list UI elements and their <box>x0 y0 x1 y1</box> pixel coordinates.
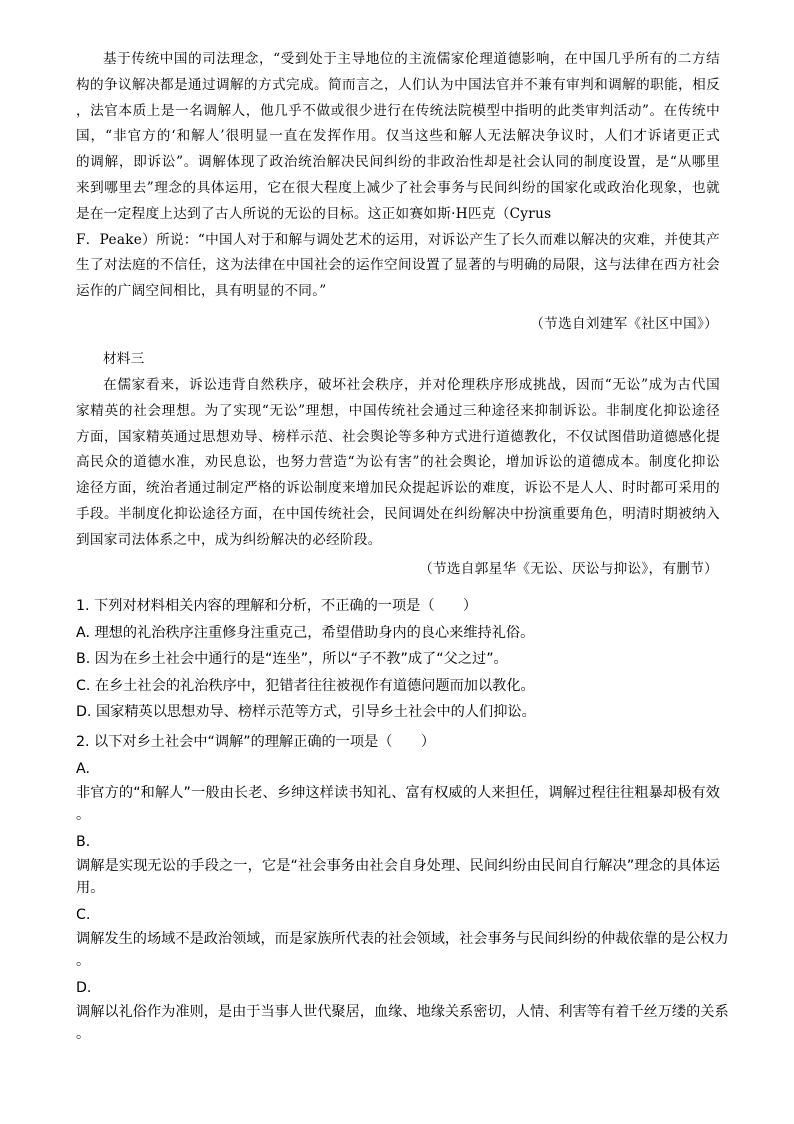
question-one <box>76 593 720 726</box>
passage-two-source: （节选自郭星华《无讼、厌讼与抑讼》，有删节） <box>419 560 718 577</box>
passage-two-line: 手段。半制度化抑讼途径方面，在中国传统社会，民间调处在纠纷解决中扮演重要角色，明清时期被纳入 <box>76 505 720 522</box>
option-letter: C. <box>76 906 91 923</box>
passage-one-line: 国，“非官方的‘和解人’很明显一直在发挥作用。仅当这些和解人无法解决争议时，人们才诉诸更正式 <box>76 128 720 145</box>
question-one-option-d[interactable]: D. 国家精英以思想劝导、榜样示范等方式，引导乡土社会中的人们抑讼。 <box>76 704 536 720</box>
passage-one-line: 基于传统中国的司法理念，“受到处于主导地位的主流儒家伦理道德影响，在中国几乎所有的二方结 <box>103 51 720 67</box>
option-text: 调解以礼俗作为准则，是由于当事人世代聚居，血缘、地缘关系密切，人情、利害等有着千丝万缕的关系 <box>76 1004 729 1020</box>
question-two <box>76 729 729 1048</box>
option-text-tail: 。 <box>76 1026 91 1042</box>
question-one-option-b[interactable]: B. 因为在乡土社会中通行的是“连坐”，所以“子不教”成了“父之过”。 <box>76 651 508 667</box>
question-two-option-a[interactable] <box>76 756 720 829</box>
passage-one-line: 生了对法庭的不信任，这为法律在中国社会的运作空间设置了显著的与明确的局限，这与法律在西方社会 <box>76 257 720 274</box>
passage-one-source: （节选自刘建军《社区中国》） <box>530 315 718 332</box>
passage-two-line: 家精英的社会理想。为了实现“无讼”理想，中国传统社会通过三种途径来抑制诉讼。非制度化抑讼途径 <box>76 402 720 419</box>
passage-one-line: ，法官本质上是一名调解人，他几乎不做或很少进行在传统法院模型中指明的此类审判活动”。在传统中 <box>76 102 720 119</box>
option-text-tail: 用。 <box>76 880 105 896</box>
passage-one-line: F．Peake）所说：“中国人对于和解与调处艺术的运用，对诉讼产生了长久而难以解决的灾难，并使其产 <box>76 231 720 248</box>
passage-two-line: 在儒家看来，诉讼违背自然秩序，破坏社会秩序，并对伦理秩序形成挑战，因而“无讼”成为古代国 <box>103 377 720 393</box>
option-letter: A. <box>76 760 90 777</box>
passage-two-line: 到国家司法体系之中，成为纠纷解决的必经阶段。 <box>76 531 382 548</box>
passage-two-line: 途径方面，统治者通过制定严格的诉讼制度来增加民众提起诉讼的难度，诉讼不是人人、时时都可采用的 <box>76 480 720 497</box>
passage-one-line: 构的争议解决都是通过调解的方式完成。简而言之，人们认为中国法官并不兼有审判和调解的职能，相反 <box>76 76 720 93</box>
question-one-option-c[interactable]: C. 在乡土社会的礼治秩序中，犯错者往往被视作有道德问题而加以教化。 <box>76 677 535 694</box>
question-two-option-c[interactable] <box>76 902 729 975</box>
passage-two-line: 方面，国家精英通过思想劝导、榜样示范、社会舆论等多种方式进行道德教化，不仅试图借助道德感化提 <box>76 428 720 445</box>
passage-one-line: 是在一定程度上达到了古人所说的无讼的目标。这正如赛如斯·H匹克（Cyrus <box>76 205 552 222</box>
question-two-stem: 2. 以下对乡土社会中“调解”的理解正确的一项是（ ） <box>76 734 436 750</box>
passage-one-line: 的调解，即诉讼”。调解体现了政治统治解决民间纠纷的非政治性却是社会认同的制度设置，是“从哪里 <box>76 154 720 171</box>
question-one-stem: 1. 下列对材料相关内容的理解和分析，不正确的一项是（ ） <box>76 598 478 614</box>
material-three-heading: 材料三 <box>103 351 145 367</box>
passage-one-line: 来到哪里去”理念的具体运用，它在很大程度上减少了社会事务与民间纠纷的国家化或政治化现象，也就 <box>76 179 720 196</box>
question-one-option-a[interactable]: A. 理想的礼治秩序注重修身注重克己，希望借助身内的良心来维持礼俗。 <box>76 624 535 641</box>
option-text-tail: 。 <box>76 807 91 823</box>
question-two-option-b[interactable] <box>76 829 720 902</box>
passage-one-line: 运作的广阔空间相比，具有明显的不同。” <box>76 283 327 300</box>
option-text: 非官方的“和解人”一般由长老、乡绅这样读书知礼、富有权威的人来担任，调解过程往往粗暴却极有效 <box>76 785 720 801</box>
option-letter: D. <box>76 979 92 996</box>
material-three-heading-wrap <box>76 346 720 372</box>
passage-two <box>76 373 720 582</box>
passage-one <box>76 47 720 337</box>
question-two-option-d[interactable] <box>76 975 729 1048</box>
option-letter: B. <box>76 833 91 850</box>
passage-two-line: 高民众的道德水准，劝民息讼，也努力营造“为讼有害”的社会舆论，增加诉讼的道德成本。制度化抑讼 <box>76 454 720 471</box>
option-text: 调解发生的场域不是政治领域，而是家族所代表的社会领域，社会事务与民间纠纷的仲裁依靠的是公权力 <box>76 931 729 947</box>
option-text-tail: 。 <box>76 953 91 969</box>
option-text: 调解是实现无讼的手段之一，它是“社会事务由社会自身处理、民间纠纷由民间自行解决”理念的具体运 <box>76 858 720 874</box>
